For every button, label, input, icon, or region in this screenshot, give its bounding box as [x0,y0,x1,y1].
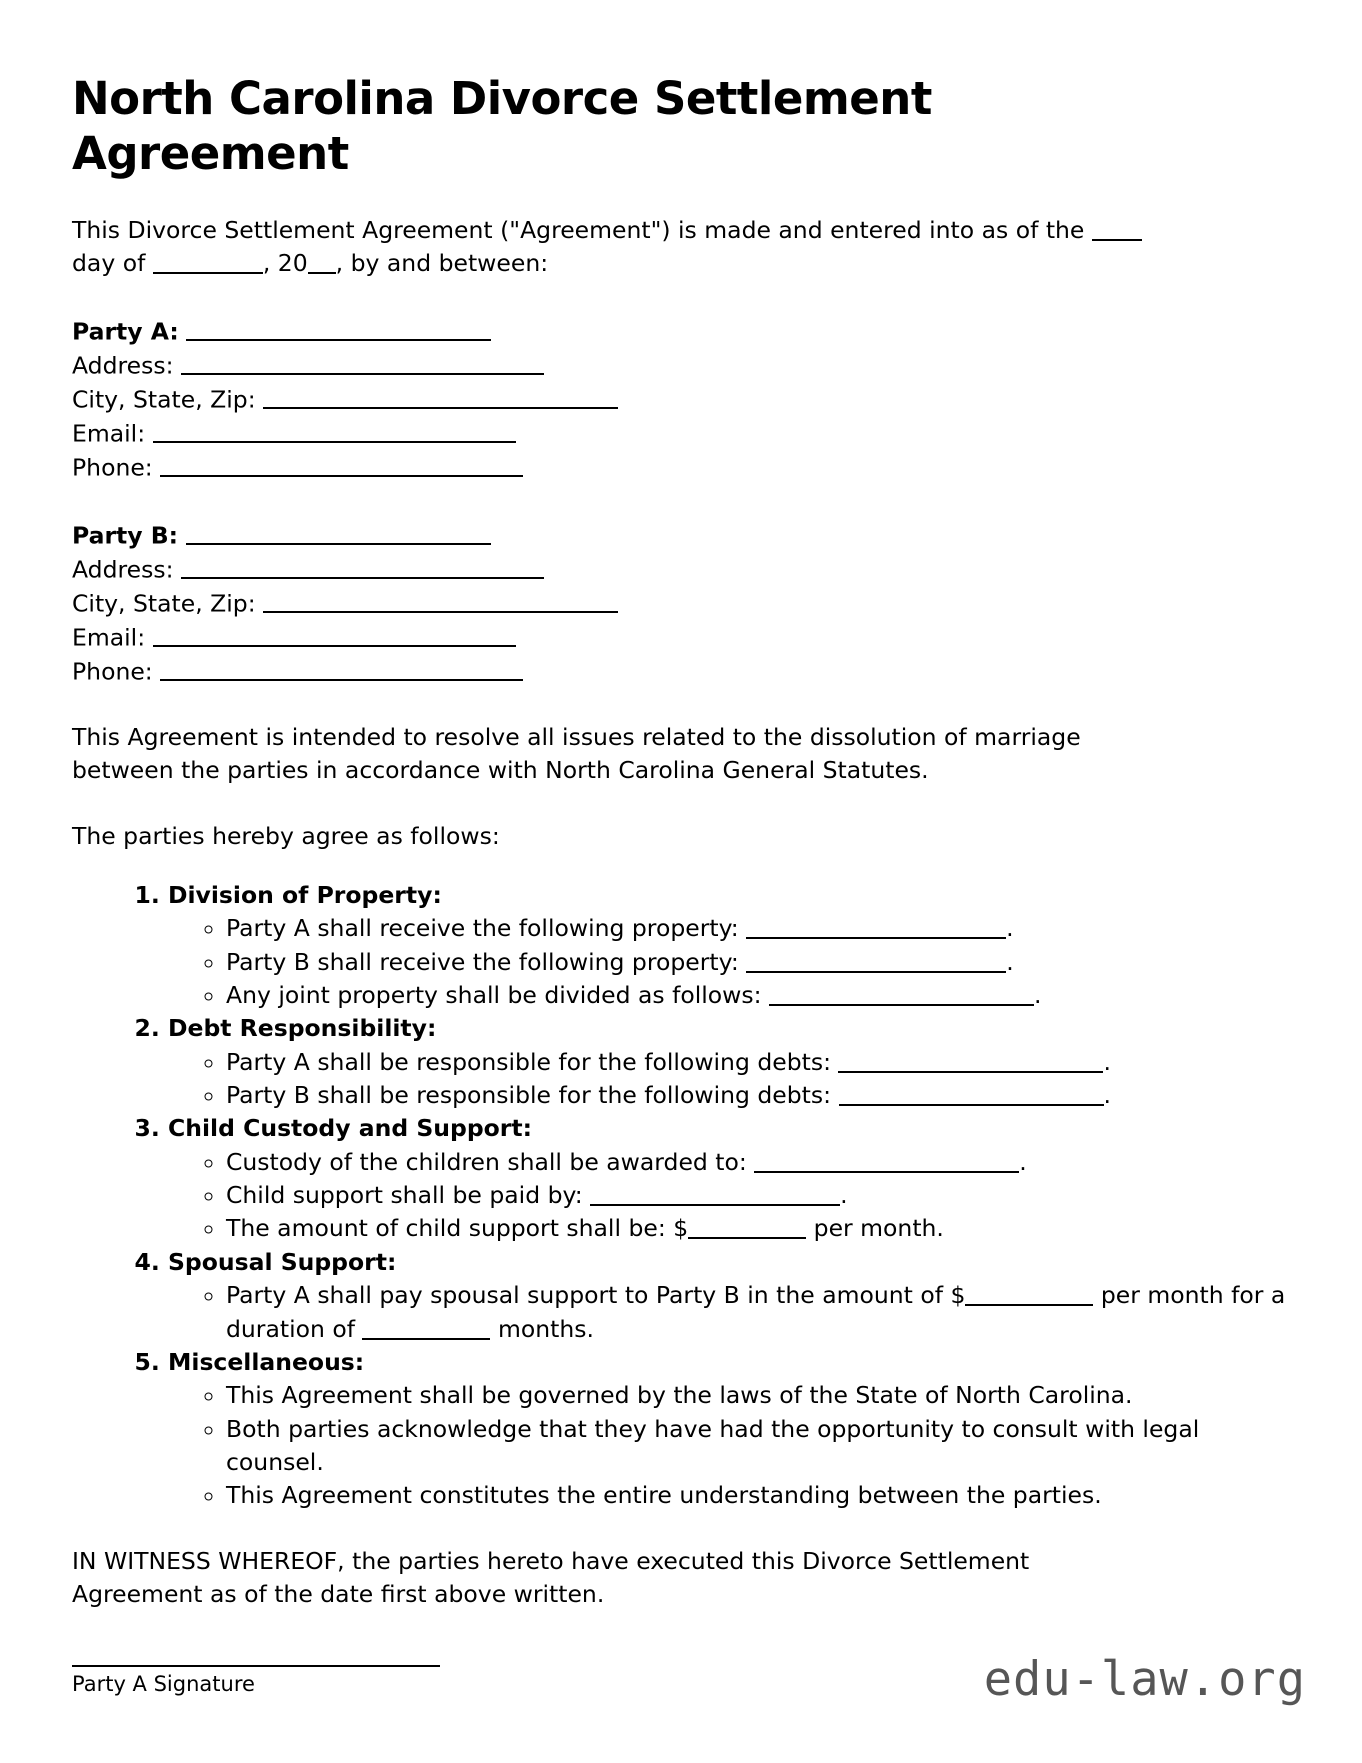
bullet-text-after: . [1103,1047,1111,1076]
intro-paragraph [72,214,1162,281]
bullet-text-after: . [1019,1147,1027,1176]
agreement-section-title: Division of Property: [168,880,442,909]
party-a-address-label: Address: [72,351,174,380]
bullet-fill-blank [965,1281,1093,1307]
party-b-address-blank [181,553,544,580]
bullet-fill-blank [590,1181,840,1207]
party-b-email-line [72,621,1292,655]
bullet-text-before: Custody of the children shall be awarded to: [226,1147,755,1176]
agreement-section-title: Miscellaneous: [168,1347,365,1376]
party-a-signature-label: Party A Signature [72,1672,255,1697]
party-b-phone-line [72,655,1292,689]
agreement-bullet [226,912,1292,945]
agreement-section-title: Debt Responsibility: [168,1014,437,1043]
bullet-fill-blank [746,947,1006,973]
bullet-fill-blank [838,1047,1103,1073]
agreement-section [168,1346,1292,1513]
witness-paragraph: IN WITNESS WHEREOF, the parties hereto have executed this Divorce Settlement Agreement as of the date first above written. [72,1546,1030,1609]
bullet-text-before: Party A shall receive the following property: [226,914,747,943]
agreement-section [168,1112,1292,1245]
party-a-phone-label: Phone: [72,453,153,482]
party-b-city-blank [263,587,618,614]
agreement-section-bullets [168,1046,1292,1113]
party-a-phone-line [72,451,1292,485]
party-a-label: Party A: [72,317,179,346]
party-b-address-label: Address: [72,555,174,584]
agreement-section-bullets [168,1379,1292,1512]
bullet-text-before: Child support shall be paid by: [226,1181,591,1210]
bullet-text-before: This Agreement shall be governed by the laws of the State of North Carolina. [226,1381,1133,1410]
party-b-city-line [72,587,1292,621]
agreement-bullet [226,1079,1292,1112]
agreement-bullet [226,1479,1292,1512]
party-a-city-blank [263,383,618,410]
bullet-text-before: Party A shall be responsible for the following debts: [226,1047,839,1076]
bullet-text-after: . [1006,914,1014,943]
agreement-section-bullets [168,1146,1292,1246]
agreement-lead-in: The parties hereby agree as follows: [72,821,500,850]
bullet-text-before: Party B shall receive the following property: [226,947,747,976]
purpose-paragraph: This Agreement is intended to resolve all issues related to the dissolution of marriage between the parties in accordance with North Carolina General Statutes. [72,722,1081,785]
agreement-bullet [226,1279,1292,1346]
party-b-block [72,519,1292,689]
party-a-city-line [72,383,1292,417]
bullet-text-before: Party A shall pay spousal support to Party B in the amount of $ [226,1281,966,1310]
party-a-block [72,315,1292,485]
site-watermark: edu-law.org [983,1652,1306,1707]
party-a-email-label: Email: [72,419,146,448]
party-b-name-line [72,519,1292,553]
agreement-section-bullets [168,1279,1292,1346]
agreement-sections-list [72,879,1292,1513]
intro-month-blank [153,249,263,275]
bullet-text-after: per month. [806,1214,944,1243]
agreement-bullet [226,1146,1292,1179]
bullet-fill-blank [754,1147,1019,1173]
bullet-text-middle: per month for a duration of [226,1281,1286,1343]
bullet-text-after: . [1034,980,1042,1009]
party-b-phone-blank [160,655,523,682]
page-title: North Carolina Divorce Settlement Agreement [72,72,932,180]
party-b-phone-label: Phone: [72,657,153,686]
bullet-fill-blank [746,914,1006,940]
party-a-address-blank [181,349,544,376]
party-b-city-label: City, State, Zip: [72,589,256,618]
agreement-bullet [226,946,1292,979]
bullet-fill-blank [769,980,1034,1006]
intro-text-segment-3: , 20 [262,249,308,278]
party-a-address-line [72,349,1292,383]
party-b-email-label: Email: [72,623,146,652]
party-a-name-line [72,315,1292,349]
party-a-signature-line[interactable] [72,1665,440,1667]
agreement-section-title: Spousal Support: [168,1247,397,1276]
party-b-email-blank [153,621,516,648]
bullet-text-before: Party B shall be responsible for the following debts: [226,1081,839,1110]
bullet-text-before: This Agreement constitutes the entire understanding between the parties. [226,1481,1102,1510]
agreement-section-bullets [168,912,1292,1012]
bullet-fill-blank [839,1081,1104,1107]
agreement-bullet [226,1046,1292,1079]
party-a-city-label: City, State, Zip: [72,385,256,414]
bullet-text-before: Any joint property shall be divided as follows: [226,980,770,1009]
party-b-address-line [72,553,1292,587]
agreement-bullet [226,979,1292,1012]
agreement-section-title: Child Custody and Support: [168,1114,533,1143]
bullet-text-before: Both parties acknowledge that they have had the opportunity to consult with legal counsel. [226,1414,1200,1476]
party-b-label: Party B: [72,521,179,550]
bullet-text-after: months. [490,1314,594,1343]
bullet-text-before: The amount of child support shall be: $ [226,1214,689,1243]
party-a-phone-blank [160,451,523,478]
bullet-fill-blank-secondary [362,1314,490,1340]
party-b-name-blank [186,519,491,546]
agreement-bullet [226,1379,1292,1412]
agreement-section [168,879,1292,1012]
intro-day-blank [1092,215,1142,241]
intro-text-segment-1: This Divorce Settlement Agreement ("Agreement") is made and entered into as of the [72,215,1092,244]
bullet-text-after: . [1103,1081,1112,1110]
party-a-name-blank [186,315,491,342]
agreement-bullet [226,1212,1292,1245]
party-a-email-blank [153,417,516,444]
agreement-section [168,1012,1292,1112]
agreement-bullet [226,1413,1292,1480]
intro-year-blank [308,249,336,275]
agreement-section [168,1246,1292,1346]
party-a-email-line [72,417,1292,451]
intro-text-segment-2: day of [72,249,153,278]
bullet-text-after: . [840,1181,848,1210]
intro-text-segment-4: , by and between: [335,249,549,278]
bullet-text-after: . [1006,947,1014,976]
agreement-bullet [226,1179,1292,1212]
bullet-fill-blank [688,1214,806,1240]
